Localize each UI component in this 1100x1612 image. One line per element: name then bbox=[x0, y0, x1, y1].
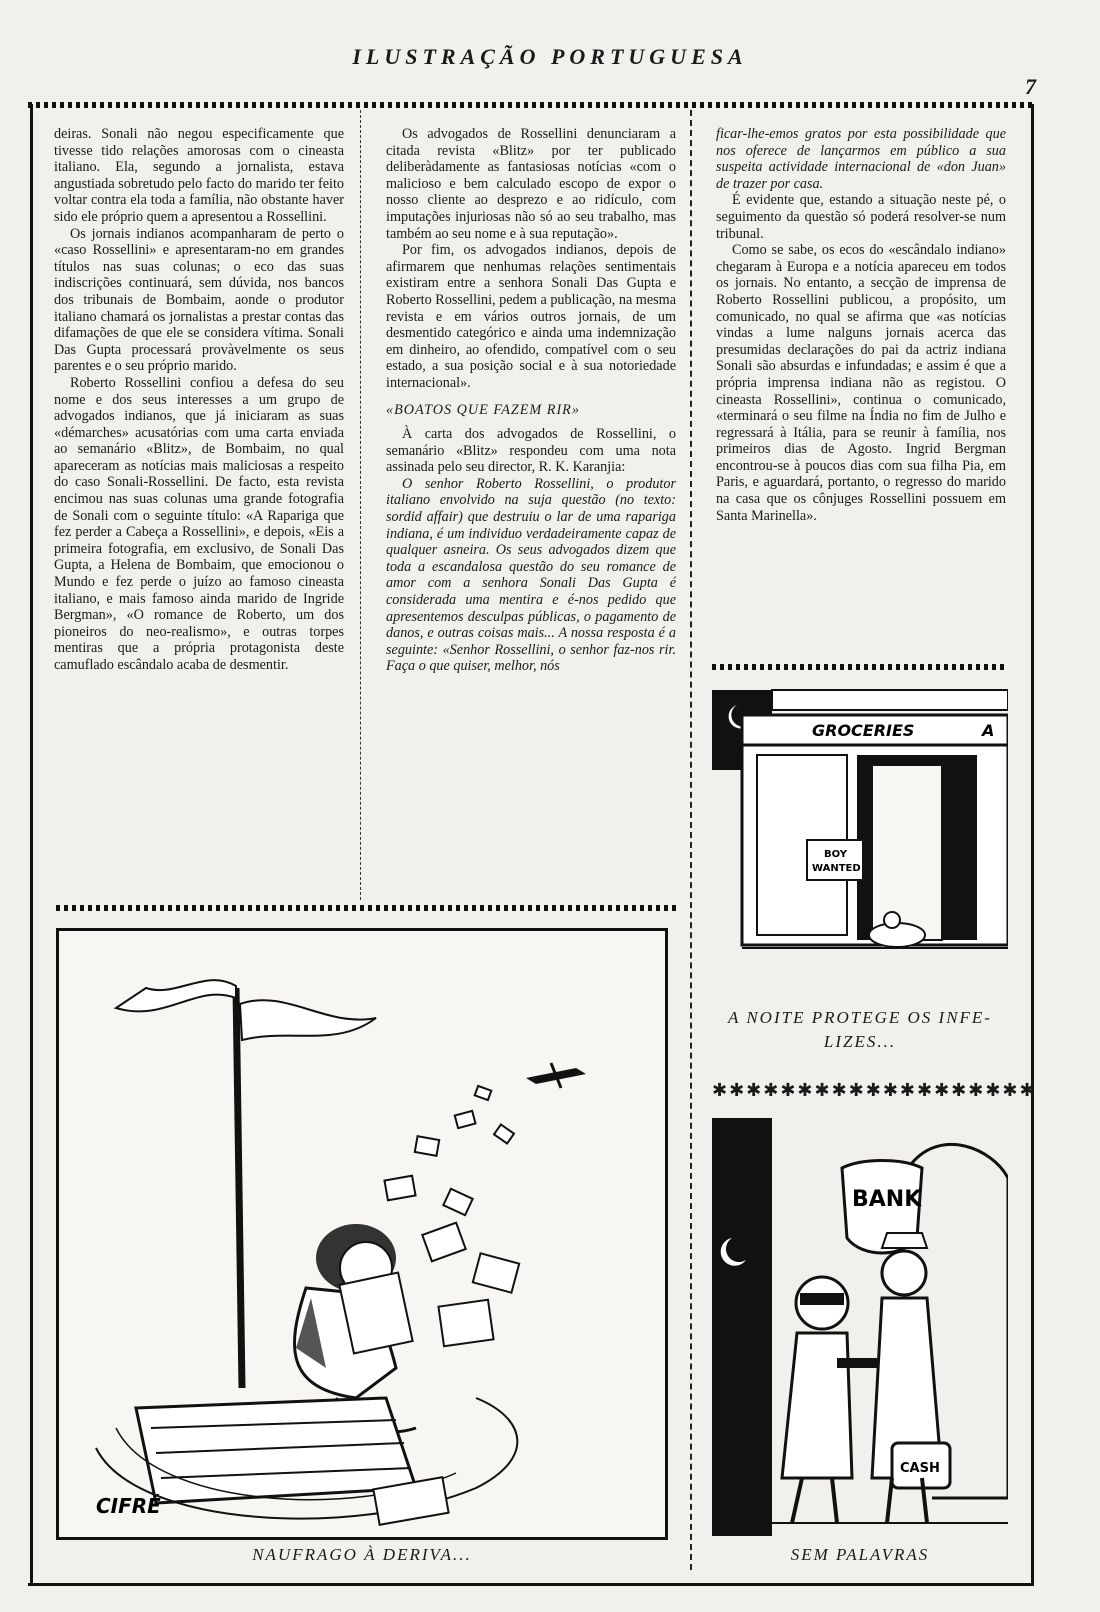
col1-para-2: Os jornais indianos acompanharam de perto o «caso Rossellini» e apresentaram-no em grandes títulos nas suas colunas; o eco das suas indiscrições continuará, sem dúvida, nos bancos dos tribunais de Bombaim, aonde o produtor italiano chamará os jornalistas a prestar contas das difamações de que ele se considera vítima. Sonali Das Gupta processará provàvelmente os seus parentes e o seu próprio marido. bbox=[54, 225, 344, 375]
col2-para-1: Os advogados de Rossellini denunciaram a citada revista «Blitz» por ter publicado deliberàdamente as fantasiosas notícias «com o malicioso e bem calculado escopo de expor o nosso cliente ao desprezo e ao ridículo, com imputações injuriosas não só ao seu trabalho, mas também ao seu nome e à sua reputação». bbox=[386, 126, 676, 242]
top-rule bbox=[28, 102, 1034, 108]
bank-cartoon bbox=[712, 1118, 1008, 1536]
notice-line-2: WANTED bbox=[812, 863, 861, 874]
raft-cartoon bbox=[56, 928, 668, 1540]
star-divider: ✱✱✱✱✱✱✱✱✱✱✱✱✱✱✱✱✱✱✱ bbox=[712, 1080, 1037, 1101]
bank-sign-text: BANK bbox=[852, 1187, 922, 1212]
groceries-caption-line-1: A NOITE PROTEGE OS INFE- bbox=[728, 1008, 992, 1027]
cash-bag-label: CASH bbox=[900, 1461, 940, 1476]
raft-illustration bbox=[56, 928, 668, 1540]
mid-rule-right bbox=[712, 664, 1008, 670]
groceries-caption-line-2: LIZES... bbox=[823, 1032, 897, 1051]
groceries-illustration bbox=[712, 680, 1008, 980]
col3-para-1: É evidente que, estando a situação neste pé, o seguimento da questão só poderá resolver-se num tribunal. bbox=[716, 192, 1006, 242]
col2-para-3: À carta dos advogados de Rossellini, o semanário «Blitz» respondeu com uma nota assinada pelo seu director, R. K. Karanjia: bbox=[386, 426, 676, 476]
col2-heading: «BOATOS QUE FAZEM RIR» bbox=[386, 401, 580, 418]
column-rule-1 bbox=[360, 110, 361, 900]
column-rule-2 bbox=[690, 110, 692, 1570]
groceries-caption bbox=[712, 1006, 1008, 1054]
groceries-sign: GROCERIES bbox=[812, 721, 915, 740]
col2-quote: O senhor Roberto Rossellini, o produtor italiano envolvido na suja questão (no texto: sordid affair) que destruiu o lar de uma rapariga indiana, é um individuo verdadeiramente capaz de qualquer asneira. Os seus advogados dizem que toda a escandalosa questão do seu romance de amor com a senhora Sonali Das Gupta é considerada uma mentira e é-nos pedido que apresentemos desculpas públicas, o pagamento de danos, e outras coisas mais... A nossa resposta é a seguinte: «Senhor Rossellini, o senhor faz-nos rir. Faça o que quiser, melhor, nós bbox=[386, 475, 676, 675]
col1-para-3: Roberto Rossellini confiou a defesa do seu nome e dos seus interesses a um grupo de advogados indianos, que já iniciaram as suas «démarches» acusatórias com uma carta enviada ao semanário «Blitz», de Bombaim, no qual apareceram as notícias mais maliciosas a respeito do caso Sonali-Rossellini. De facto, esta revista encimou nas suas colunas uma grande fotografia de Sonali com o seguinte título: «A Rapariga que fez perder a Cabeça a Rossellini», e depois, «Eis a primeira fotografia, em exclusivo, de Sonali Das Gupta, a Helena de Bombaim, que emocionou o Mundo e fez perde o juízo ao famoso cineasta italiano, e mais famoso ainda marido de Ingride Bergman», «O romance de Roberto, um dos pioneiros do neo-realismo», e outras torpes mentiras que a própria protagonista deste camuflado escândalo acaba de desmentir. bbox=[54, 374, 344, 673]
col1-para-1: deiras. Sonali não negou especificamente que tivesse tido relações amorosas com o cineasta italiano. Ela, segundo a jornalista, estava angustiada sobretudo pelo facto do marido ter feito voltar contra ela toda a família, não obstante haver sido ele próprio quem a apresentou a Rossellini. bbox=[54, 126, 344, 225]
bank-caption: SEM PALAVRAS bbox=[790, 1545, 930, 1564]
text-column-1 bbox=[54, 126, 344, 896]
bottom-rule bbox=[28, 1583, 1034, 1586]
raft-signature: CIFRÉ bbox=[96, 1494, 161, 1518]
text-column-2 bbox=[386, 126, 676, 896]
mid-rule-left bbox=[56, 905, 676, 911]
page-number: 7 bbox=[1025, 74, 1036, 99]
notice-line-1: BOY bbox=[824, 849, 848, 860]
col2-para-2: Por fim, os advogados indianos, depois de afirmarem que nenhumas relações sentimentais existiram entre a senhora Sonali Das Gupta e Roberto Rossellini, pedem a publicação, na mesma revista e em vários outros jornais, de um desmentido categórico e ainda uma indemnização em dinheiro, ao ofendido, compatível com o seu estado, a sua posição social e à sua notoriedade internacional». bbox=[386, 242, 676, 391]
bank-illustration bbox=[712, 1118, 1008, 1536]
gun-icon bbox=[837, 1358, 877, 1368]
text-column-3 bbox=[716, 126, 1006, 656]
groceries-sign-suffix: A bbox=[982, 721, 995, 740]
col3-para-2: Como se sabe, os ecos do «escândalo indiano» chegaram à Europa e a notícia apareceu em todos os jornais. No entanto, a secção de imprensa de Roberto Rossellini publicou, a propósito, um comunicado, no qual se afirma que «as notícias vindas a lume nalguns jornais acerca das presumidas declarações do pai da actriz indiana Sonali são absurdas e infundadas; e assim é que a própria imprensa indiana não as registou. O cineasta Rossellini», continua o comunicado, «terminará o seu filme na Índia no fim de Julho e regressará à Itália, para se reunir à família, nos primeiros dias de Agosto. Ingrid Bergman encontrou-se à poucos dias com sua filha Pia, em Paris, e aguardará, portanto, o regresso do marido na casa que os cônjuges Rossellini possuem em Santa Marinella». bbox=[716, 242, 1006, 524]
left-rule bbox=[30, 104, 33, 1584]
groceries-cartoon bbox=[712, 680, 1008, 980]
masthead: ILUSTRAÇÃO PORTUGUESA bbox=[352, 44, 748, 69]
col3-quote: ficar-lhe-emos gratos por esta possibilidade que nos oferece de lançarmos em público a sua suspeita actividade internacional de «don Juan» de trazer por casa. bbox=[716, 126, 1006, 192]
right-rule bbox=[1031, 104, 1034, 1584]
raft-caption: NAUFRAGO À DERIVA... bbox=[252, 1545, 472, 1564]
